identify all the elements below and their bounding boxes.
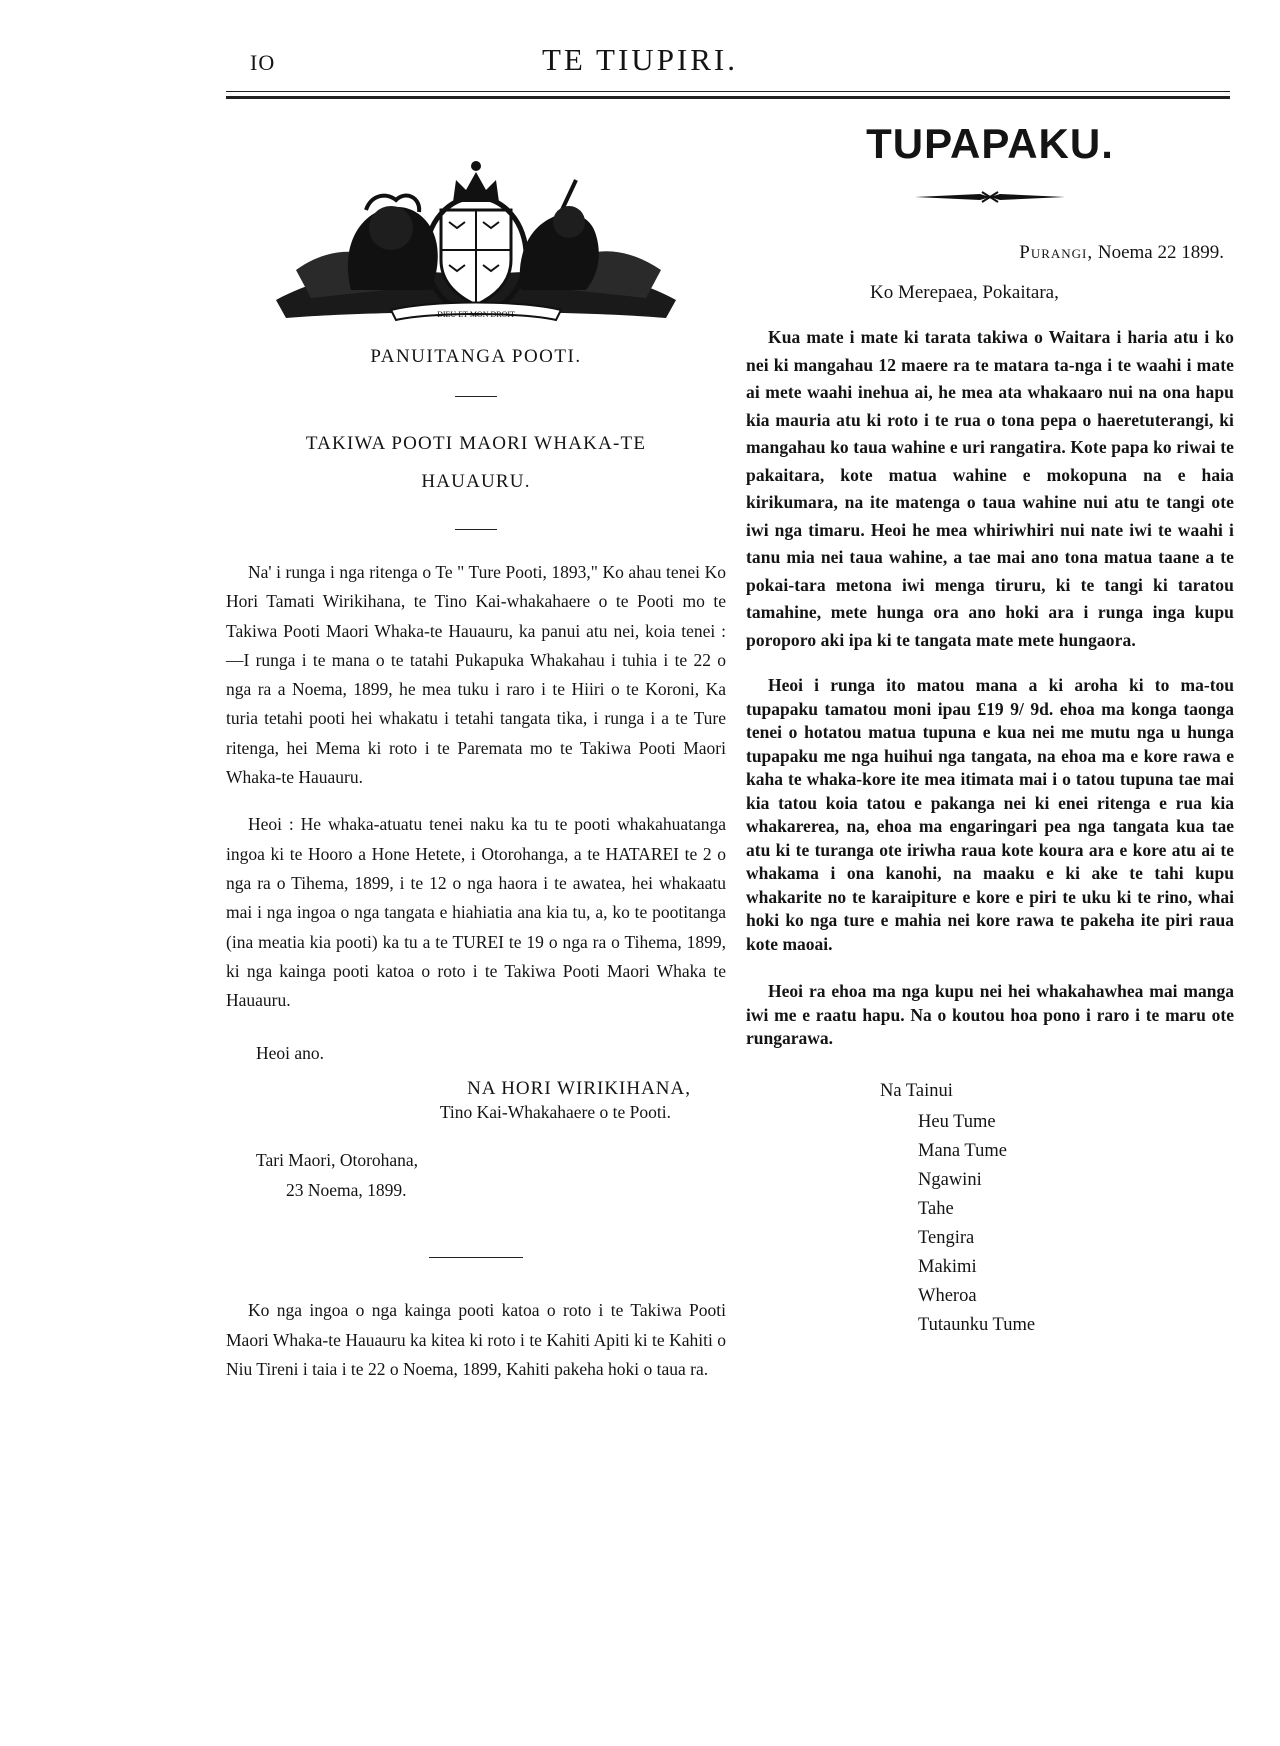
obituary-paragraph-3: Heoi ra ehoa ma nga kupu nei hei whakahawhea mai manga iwi me e raatu hapu. Na o koutou hoa pono i raro i te maru ote rungarawa. — [746, 981, 1234, 1048]
letter-date — [746, 242, 1224, 264]
header-rule-thick — [226, 96, 1230, 99]
divider — [455, 396, 497, 397]
signer: Makimi — [918, 1256, 977, 1277]
signer: Tutaunku Tume — [918, 1314, 1036, 1335]
date: 23 Noema, 1899. — [286, 1180, 407, 1201]
place: Tari Maori, Otorohana, — [256, 1150, 419, 1171]
signer: Heu Tume — [918, 1111, 996, 1132]
signer: Tengira — [918, 1227, 975, 1248]
royal-coat-of-arms-image — [271, 150, 681, 330]
signers-list — [918, 1108, 1234, 1340]
obituary-paragraph-2: Heoi i runga ito matou mana a ki aroha ki to ma-tou tupapaku tamatou moni ipau £19 9/ 9d. ehoa ma konga taonga tenei o hotatou matua tupuna e kua nei me mutu nga u hunga tupapaku me nga huihui nga tangata, na ehoa ma e kore rawa e kaha te whaka-kore ite mea itimata mai i o tatou tupuna tae mai kia tatou koia tatou e pakanga nei ki enei ritenga e rua kia whakarerea, na, ehoa ma engaringari pea nga tangata kua tae atu ki te turanga ote iriwha raua kote koura ara e kore atu ai te whakama i ona kanohi, na maaku e ki ake te tahi kupu whakarite no te karaipiture e kore e piri te uku ki te rino, whai hoki ko nga ture e mahia nei kore rawa te pakeha ite piri raua kote maoai. — [746, 675, 1234, 954]
crest-motto: DIEU ET MON DROIT — [437, 310, 515, 319]
obituary-heading: TUPAPAKU. — [866, 120, 1114, 167]
notice-heading: PANUITANGA POOTI. — [370, 346, 582, 367]
notice-paragraph-1: Na' i runga i nga ritenga o Te " Ture Pooti, 1893," Ko ahau tenei Ko Hori Tamati Wirikihana, te Tino Kai-whakahaere o te Pooti mo te Takiwa Pooti Maori Whaka-te Hauauru, ka panui atu nei, koia tenei :—I runga i te mana o te tatahi Pukapuka Whakahau i tuhia i te 22 o nga ra a Noema, 1899, he mea tuku i raro i te Hiiri o te Koroni, Ka turia tetahi pooti hei whakatu i tetahi tangata tika, i runga i a te Ture ritenga, hei Mema ki roto i te Paremata mo te Takiwa Pooti Maori Whaka-te Hauauru. — [226, 562, 726, 788]
signer: Wheroa — [918, 1285, 977, 1306]
place-and-date — [256, 1145, 726, 1205]
signers — [746, 1077, 1234, 1340]
signature-title: Tino Kai-Whakahaere o te Pooti. — [439, 1102, 671, 1123]
signers-lead: Na Tainui — [880, 1080, 953, 1101]
divider — [455, 529, 497, 530]
subheading-line1: TAKIWA POOTI MAORI WHAKA-TE — [305, 433, 647, 454]
signer: Tahe — [918, 1198, 954, 1219]
left-column — [226, 150, 726, 1384]
signature-name: NA HORI WIRIKIHANA, — [467, 1078, 691, 1100]
page-number: IO — [250, 50, 276, 75]
divider — [429, 1257, 523, 1258]
letter-place: Purangi, — [1019, 242, 1094, 263]
masthead-title: TE TIUPIRI. — [541, 42, 739, 77]
subheading-line2: HAUAURU. — [421, 471, 531, 492]
letter-date-value: Noema 22 1899. — [1097, 242, 1224, 263]
obituary-paragraph-1: Kua mate i mate ki tarata takiwa o Waitara i haria atu i ko nei ki mangahau 12 maere ra te matara ta-nga i te waahi i mate ai mete waahi inehua ai, he mea ata whakaaro nui na ona hapu kia mauria atu ki roto i te rua o tona pepa o haeretuterangi, ki mangahau ko taua wahine e uri rangatira. Kote papa ko riwai te pakaitara, kote matua wahine e mokopuna na e haia kirikumara, na ite matenga o taua wahine nui atu te tangi ote iwi nga timaru. Heoi he mea whiriwhiri nui nate iwi te waahi i tanu mia nei taua wahine, a tae mai ano tona matua taane a te pokai-tara metona iwi menga tiruru, ki te tangi ki taratou tamahine, mete hunga ora ano hoki ara i runga inga kupu poroporo aki ipa ki te tangata mate mete hungaora. — [746, 327, 1234, 650]
notice-paragraph-3: Ko nga ingoa o nga kainga pooti katoa o roto i te Takiwa Pooti Maori Whaka-te Hauauru ka kitea ki roto i te Kahiti Apiti ki te Kahiti o Niu Tireni i taia i te 22 o Noema, 1899, Kahiti pakeha hoki o taua ra. — [226, 1300, 726, 1380]
notice-paragraph-2: Heoi : He whaka-atuatu tenei naku ka tu te pooti whakahuatanga ingoa ki te Hooro a Hone Hetete, i Otorohanga, a te HATAREI te 2 o nga ra o Tihema, 1899, i te 12 o nga haora i te awatea, hei whakaatu mai i nga ingoa o nga tangata e hiahiatia ana kia tu, a, ko te pootitanga (ina meatia kia pooti) ka tu a te TUREI te 19 o nga ra o Tihema, 1899, ki nga kainga pooti katoa o roto i te Takiwa Pooti Maori Whaka te Hauauru. — [226, 814, 726, 1011]
header-rule-thin — [226, 91, 1230, 92]
ornament-divider — [910, 190, 1070, 204]
salutation: Ko Merepaea, Pokaitara, — [870, 282, 1059, 303]
signoff: Heoi ano. — [256, 1043, 325, 1064]
signer: Ngawini — [918, 1169, 982, 1190]
signer: Mana Tume — [918, 1140, 1007, 1161]
right-column — [746, 120, 1234, 1340]
